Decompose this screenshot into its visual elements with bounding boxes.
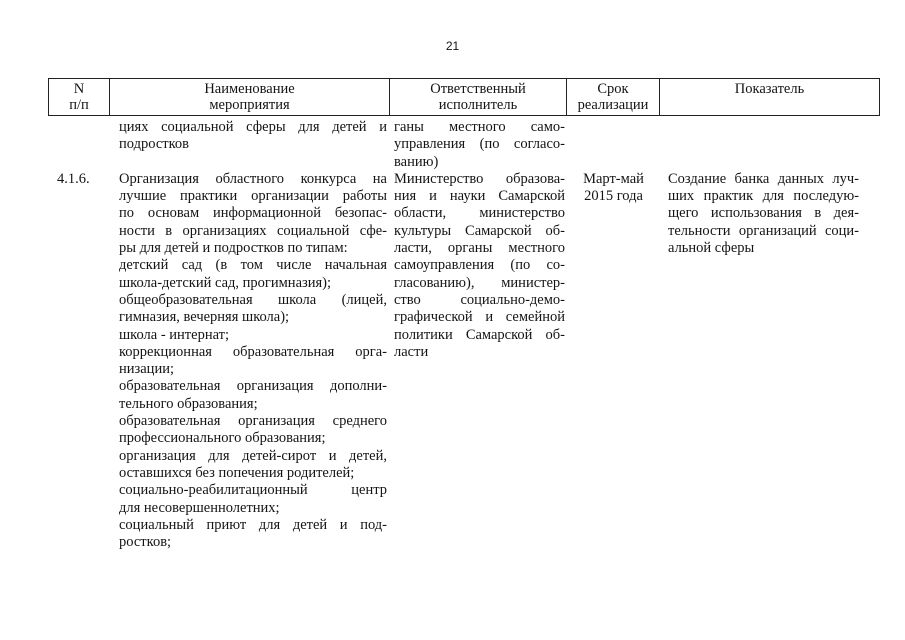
- cell-term: [567, 171, 660, 552]
- text-line: Создание банка данных луч-: [668, 170, 859, 187]
- text-line: общеобразовательная школа (лицей,: [119, 291, 387, 308]
- page-number: 21: [445, 39, 460, 53]
- header-line: Показатель: [734, 81, 805, 97]
- text-line: Организация областного конкурса на: [119, 170, 387, 187]
- cell-indicator: [660, 171, 880, 552]
- cell-event: [110, 171, 390, 552]
- header-event: [110, 79, 390, 115]
- header-line: Срок: [597, 81, 629, 97]
- text-line: циях социальной сферы для детей и: [119, 119, 387, 135]
- cell-number: [48, 171, 110, 552]
- text-line: по основам информационной безопас-: [119, 205, 387, 222]
- text-line: области, министерство: [394, 205, 565, 222]
- paragraph: [119, 257, 387, 292]
- text-line: ство социально-демо-: [394, 291, 565, 308]
- text-line: подростков: [119, 136, 190, 153]
- text-line: альной сферы: [668, 240, 755, 257]
- text-line: детский сад (в том числе начальная: [119, 257, 387, 274]
- text-line: щего использования в дея-: [668, 205, 859, 222]
- text-line: лучшие практики организации работы: [119, 188, 387, 205]
- table-body: [48, 119, 880, 551]
- cell-term: [567, 119, 660, 171]
- measures-table: [48, 78, 880, 551]
- paragraph: [119, 517, 387, 552]
- paragraph: [394, 171, 565, 361]
- header-executor: [390, 79, 567, 115]
- text-line: тельного образования;: [119, 395, 258, 412]
- text-line: образовательная организация дополни-: [119, 378, 387, 395]
- paragraph: [119, 344, 387, 379]
- paragraph: [394, 119, 565, 171]
- text-line: политики Самарской об-: [394, 326, 565, 343]
- text-line: Март-май: [583, 170, 644, 187]
- header-line: мероприятия: [209, 97, 290, 113]
- cell-executor: [390, 119, 567, 171]
- text-line: образовательная организация среднего: [119, 413, 387, 430]
- text-line: ростков;: [119, 534, 172, 551]
- paragraph: [119, 378, 387, 413]
- text-line: ры для детей и подростков по типам:: [119, 240, 348, 257]
- text-line: профессионального образования;: [119, 430, 326, 447]
- text-line: организация для детей-сирот и детей,: [119, 447, 387, 464]
- text-line: самоуправления (по со-: [394, 257, 565, 274]
- text-line: 4.1.6.: [57, 170, 90, 187]
- header-line: реализации: [577, 97, 649, 113]
- paragraph: [567, 171, 660, 188]
- text-line: ших практик для последую-: [668, 188, 859, 205]
- text-line: ласти: [394, 343, 429, 360]
- text-line: гимназия, вечерняя школа);: [119, 309, 290, 326]
- paragraph: [119, 171, 387, 257]
- header-line: Ответственный: [430, 81, 526, 97]
- text-line: оставшихся без попечения родителей;: [119, 464, 355, 481]
- text-line: коррекционная образовательная орга-: [119, 343, 387, 360]
- paragraph: [119, 292, 387, 327]
- text-line: культуры Самарской об-: [394, 222, 565, 239]
- text-line: графической и семейной: [394, 309, 565, 326]
- text-line: школа - интернат;: [119, 326, 230, 343]
- text-line: управления (по согласо-: [394, 136, 565, 153]
- paragraph: [57, 171, 110, 188]
- paragraph: [119, 327, 387, 344]
- table-header: [48, 78, 880, 116]
- text-line: социальный приют для детей и под-: [119, 516, 387, 533]
- text-line: низации;: [119, 361, 174, 378]
- text-line: Министерство образова-: [394, 170, 565, 187]
- text-line: социально-реабилитационный центр: [119, 482, 387, 499]
- text-line: ванию): [394, 153, 439, 170]
- text-line: ния и науки Самарской: [394, 188, 565, 205]
- text-line: ганы местного само-: [394, 119, 565, 135]
- text-line: гласованию), министер-: [394, 274, 565, 291]
- paragraph: [119, 119, 387, 154]
- header-term: [567, 79, 660, 115]
- header-line: п/п: [69, 97, 89, 113]
- header-indicator: [660, 79, 880, 115]
- text-line: для несовершеннолетних;: [119, 499, 280, 516]
- paragraph: [119, 482, 387, 517]
- header-line: N: [73, 81, 85, 97]
- cell-number: [48, 119, 110, 171]
- text-line: тельности организаций соци-: [668, 222, 859, 239]
- header-line: исполнитель: [438, 97, 518, 113]
- paragraph: [119, 448, 387, 483]
- cell-executor: [390, 171, 567, 552]
- paragraph: [567, 188, 660, 205]
- text-line: 2015 года: [584, 188, 643, 205]
- paragraph: [119, 413, 387, 448]
- text-line: ласти, органы местного: [394, 240, 565, 257]
- text-line: школа-детский сад, прогимназия);: [119, 274, 332, 291]
- header-number: [48, 79, 110, 115]
- paragraph: [668, 171, 859, 257]
- cell-event: [110, 119, 390, 171]
- cell-indicator: [660, 119, 880, 171]
- text-line: ности в организациях социальной сфе-: [119, 222, 387, 239]
- header-line: Наименование: [204, 81, 295, 97]
